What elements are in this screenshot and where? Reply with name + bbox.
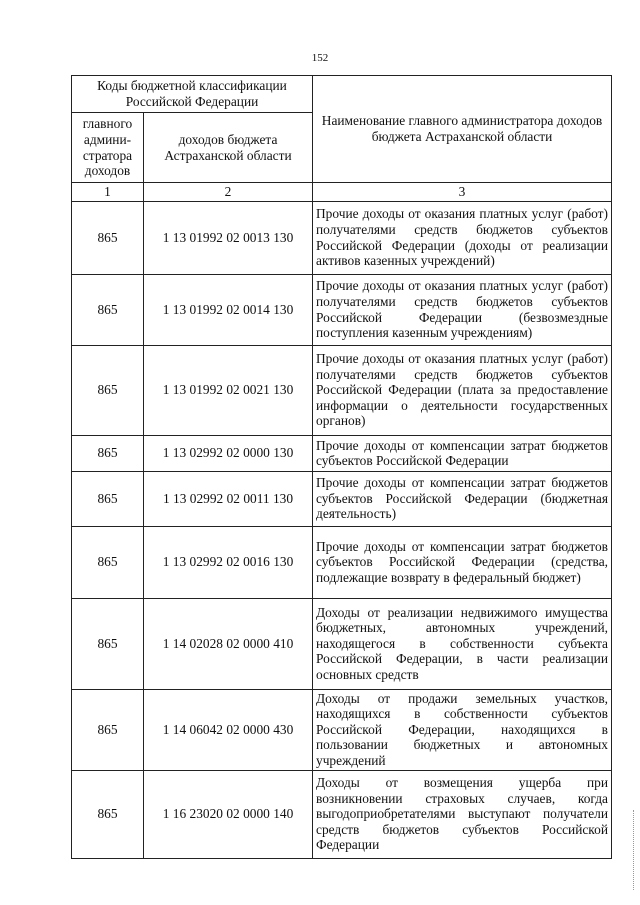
table-row (72, 471, 612, 526)
income-name-cell: Прочие доходы от компенсации затрат бюджетов субъектов Российской Федерации (313, 435, 612, 471)
budget-codes-table (71, 75, 612, 859)
income-code-cell: 1 13 02992 02 0016 130 (144, 526, 313, 598)
col-number-2: 2 (144, 183, 313, 202)
income-name-cell: Доходы от реализации недвижимого имущества бюджетных, автономных учреждений, находящегося в собственности субъекта Российской Федерации, в части реализации основных средств (313, 598, 612, 689)
income-name-cell: Доходы от продажи земельных участков, находящихся в собственности субъектов Российской Федерации, находящихся в пользовании бюджетных и автономных учреждений (313, 689, 612, 770)
income-name-cell: Прочие доходы от оказания платных услуг (работ) получателями средств бюджетов субъектов Российской Федерации (доходы от реализации активов казенных учреждений) (313, 201, 612, 274)
income-name-cell: Прочие доходы от оказания платных услуг (работ) получателями средств бюджетов субъектов Российской Федерации (плата за предоставление информации о деятельности государственных органов) (313, 345, 612, 435)
income-name-cell: Прочие доходы от компенсации затрат бюджетов субъектов Российской Федерации (бюджетная деятельность) (313, 471, 612, 526)
margin-marks (633, 810, 636, 890)
table-row (72, 598, 612, 689)
table-row (72, 770, 612, 858)
table-row (72, 526, 612, 598)
income-code-cell: 1 13 02992 02 0011 130 (144, 471, 313, 526)
admin-code-cell: 865 (72, 471, 144, 526)
income-code-cell: 1 14 06042 02 0000 430 (144, 689, 313, 770)
income-code-cell: 1 14 02028 02 0000 410 (144, 598, 313, 689)
admin-code-cell: 865 (72, 526, 144, 598)
income-code-cell: 1 13 01992 02 0013 130 (144, 201, 313, 274)
table-row (72, 345, 612, 435)
admin-code-cell: 865 (72, 345, 144, 435)
income-name-cell: Прочие доходы от оказания платных услуг (работ) получателями средств бюджетов субъектов Российской Федерации (безвозмездные поступления казенным учреждениям) (313, 274, 612, 345)
page-number: 152 (311, 52, 329, 64)
income-code-cell: 1 13 01992 02 0021 130 (144, 345, 313, 435)
header-admin-name: Наименование главного администратора доходов бюджета Астраханской области (313, 76, 612, 183)
admin-code-cell: 865 (72, 770, 144, 858)
admin-code-cell: 865 (72, 201, 144, 274)
header-admin-code: главного админи-стратора доходов (72, 113, 144, 183)
header-codes-group: Коды бюджетной классификации Российской Федерации (72, 76, 313, 113)
col-number-3: 3 (313, 183, 612, 202)
income-code-cell: 1 16 23020 02 0000 140 (144, 770, 313, 858)
income-code-cell: 1 13 02992 02 0000 130 (144, 435, 313, 471)
income-name-cell: Доходы от возмещения ущерба при возникновении страховых случаев, когда выгодоприобретателями выступают получатели средств бюджетов субъектов Российской Федерации (313, 770, 612, 858)
table-row (72, 201, 612, 274)
income-code-cell: 1 13 01992 02 0014 130 (144, 274, 313, 345)
table-row (72, 689, 612, 770)
admin-code-cell: 865 (72, 598, 144, 689)
header-income-code: доходов бюджета Астраханской области (144, 113, 313, 183)
table-row (72, 435, 612, 471)
admin-code-cell: 865 (72, 274, 144, 345)
admin-code-cell: 865 (72, 689, 144, 770)
admin-code-cell: 865 (72, 435, 144, 471)
table-row (72, 274, 612, 345)
income-name-cell: Прочие доходы от компенсации затрат бюджетов субъектов Российской Федерации (средства, подлежащие возврату в федеральный бюджет) (313, 526, 612, 598)
col-number-1: 1 (72, 183, 144, 202)
